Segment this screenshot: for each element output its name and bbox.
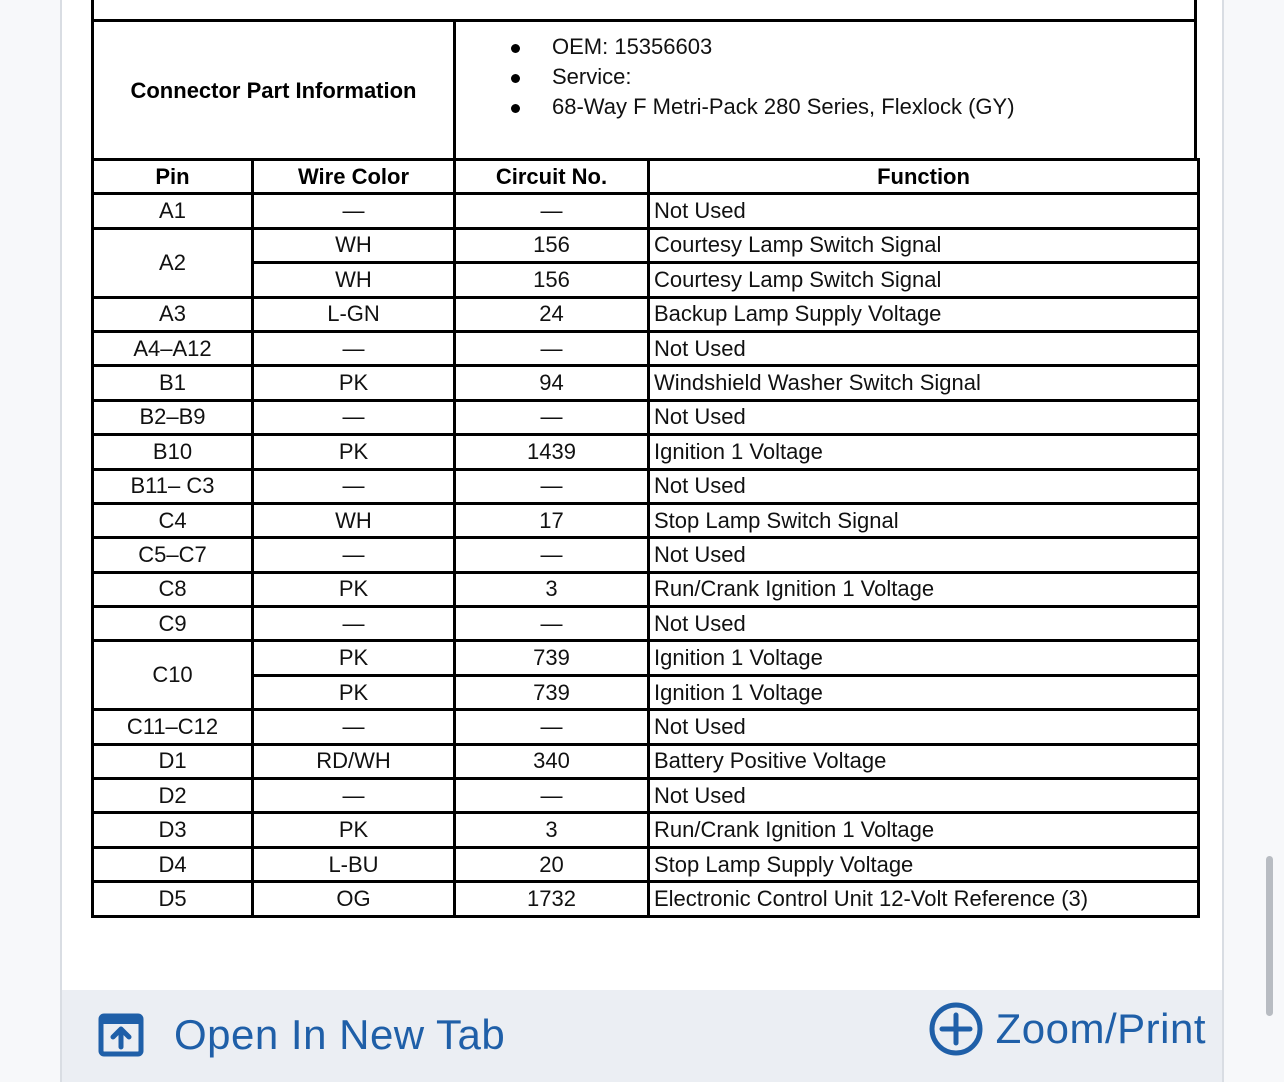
- circuit-cell: 340: [455, 744, 649, 778]
- function-cell: Stop Lamp Switch Signal: [649, 503, 1199, 537]
- table-header-row: [93, 160, 1199, 194]
- table-row: [93, 813, 1199, 847]
- service-number: Service:: [508, 62, 1194, 92]
- function-cell: Not Used: [649, 400, 1199, 434]
- wire-color-cell: PK: [253, 675, 455, 709]
- pin-cell: B10: [93, 435, 253, 469]
- wire-color-cell: —: [253, 331, 455, 365]
- pin-cell: C8: [93, 572, 253, 606]
- open-in-new-tab-label: Open In New Tab: [174, 1011, 506, 1058]
- connector-document: [91, 0, 1197, 980]
- scrollbar-thumb[interactable]: [1266, 856, 1273, 1016]
- pin-cell: D2: [93, 779, 253, 813]
- pin-cell: C9: [93, 607, 253, 641]
- document-frame: [60, 0, 1224, 1082]
- wire-color-cell: WH: [253, 503, 455, 537]
- table-row: [93, 847, 1199, 881]
- connector-info-label: Connector Part Information: [94, 22, 456, 159]
- circuit-cell: 739: [455, 641, 649, 675]
- wire-color-cell: PK: [253, 366, 455, 400]
- pin-cell: D1: [93, 744, 253, 778]
- table-row: [93, 469, 1199, 503]
- header-circuit-no: Circuit No.: [455, 160, 649, 194]
- connector-info-list: [456, 22, 1194, 159]
- open-in-new-tab-icon: [98, 1013, 144, 1057]
- table-row: [93, 710, 1199, 744]
- circuit-cell: 94: [455, 366, 649, 400]
- circuit-cell: —: [455, 779, 649, 813]
- wire-color-cell: —: [253, 779, 455, 813]
- open-in-new-tab-button[interactable]: [98, 1000, 505, 1070]
- function-cell: Not Used: [649, 331, 1199, 365]
- function-cell: Not Used: [649, 607, 1199, 641]
- wire-color-cell: PK: [253, 572, 455, 606]
- table-row: [93, 607, 1199, 641]
- plus-circle-icon: [928, 1001, 984, 1057]
- wire-color-cell: WH: [253, 263, 455, 297]
- table-row: [93, 400, 1199, 434]
- circuit-cell: 1732: [455, 882, 649, 916]
- pinout-rows: [93, 194, 1199, 916]
- function-cell: Ignition 1 Voltage: [649, 435, 1199, 469]
- pin-cell: B11– C3: [93, 469, 253, 503]
- header-function: Function: [649, 160, 1199, 194]
- wire-color-cell: —: [253, 469, 455, 503]
- wire-color-cell: WH: [253, 228, 455, 262]
- wire-color-cell: L-GN: [253, 297, 455, 331]
- function-cell: Not Used: [649, 779, 1199, 813]
- function-cell: Run/Crank Ignition 1 Voltage: [649, 813, 1199, 847]
- circuit-cell: 156: [455, 263, 649, 297]
- table-row: [93, 882, 1199, 916]
- table-row: [93, 675, 1199, 709]
- function-cell: Not Used: [649, 710, 1199, 744]
- pin-cell: C5–C7: [93, 538, 253, 572]
- function-cell: Battery Positive Voltage: [649, 744, 1199, 778]
- wire-color-cell: —: [253, 607, 455, 641]
- previous-table-edge: [91, 0, 1197, 22]
- function-cell: Not Used: [649, 469, 1199, 503]
- pin-cell: A2: [93, 228, 253, 297]
- connector-part-info: [91, 22, 1197, 159]
- connector-description: 68-Way F Metri-Pack 280 Series, Flexlock (GY): [508, 92, 1194, 122]
- pin-cell: C10: [93, 641, 253, 710]
- circuit-cell: —: [455, 710, 649, 744]
- circuit-cell: 3: [455, 572, 649, 606]
- table-row: [93, 744, 1199, 778]
- oem-number: OEM: 15356603: [508, 32, 1194, 62]
- pin-cell: C11–C12: [93, 710, 253, 744]
- wire-color-cell: —: [253, 538, 455, 572]
- zoom-print-button[interactable]: [928, 994, 1206, 1064]
- circuit-cell: 156: [455, 228, 649, 262]
- wire-color-cell: PK: [253, 435, 455, 469]
- wire-color-cell: —: [253, 710, 455, 744]
- function-cell: Backup Lamp Supply Voltage: [649, 297, 1199, 331]
- pin-cell: D5: [93, 882, 253, 916]
- table-row: [93, 538, 1199, 572]
- table-row: [93, 194, 1199, 228]
- pin-cell: A4–A12: [93, 331, 253, 365]
- pinout-table: [91, 158, 1200, 918]
- table-row: [93, 331, 1199, 365]
- circuit-cell: 24: [455, 297, 649, 331]
- pin-cell: A3: [93, 297, 253, 331]
- header-wire-color: Wire Color: [253, 160, 455, 194]
- circuit-cell: —: [455, 331, 649, 365]
- pin-cell: B1: [93, 366, 253, 400]
- function-cell: Run/Crank Ignition 1 Voltage: [649, 572, 1199, 606]
- circuit-cell: —: [455, 538, 649, 572]
- wire-color-cell: —: [253, 400, 455, 434]
- pin-cell: B2–B9: [93, 400, 253, 434]
- function-cell: Courtesy Lamp Switch Signal: [649, 263, 1199, 297]
- pin-cell: A1: [93, 194, 253, 228]
- circuit-cell: 3: [455, 813, 649, 847]
- function-cell: Ignition 1 Voltage: [649, 675, 1199, 709]
- function-cell: Ignition 1 Voltage: [649, 641, 1199, 675]
- function-cell: Stop Lamp Supply Voltage: [649, 847, 1199, 881]
- function-cell: Not Used: [649, 538, 1199, 572]
- table-row: [93, 263, 1199, 297]
- header-pin: Pin: [93, 160, 253, 194]
- circuit-cell: —: [455, 607, 649, 641]
- table-row: [93, 503, 1199, 537]
- wire-color-cell: L-BU: [253, 847, 455, 881]
- table-row: [93, 228, 1199, 262]
- table-row: [93, 435, 1199, 469]
- table-row: [93, 641, 1199, 675]
- wire-color-cell: PK: [253, 641, 455, 675]
- table-row: [93, 297, 1199, 331]
- circuit-cell: —: [455, 400, 649, 434]
- circuit-cell: 1439: [455, 435, 649, 469]
- wire-color-cell: RD/WH: [253, 744, 455, 778]
- wire-color-cell: OG: [253, 882, 455, 916]
- circuit-cell: 20: [455, 847, 649, 881]
- function-cell: Windshield Washer Switch Signal: [649, 366, 1199, 400]
- circuit-cell: 17: [455, 503, 649, 537]
- circuit-cell: 739: [455, 675, 649, 709]
- pin-cell: C4: [93, 503, 253, 537]
- wire-color-cell: —: [253, 194, 455, 228]
- wire-color-cell: PK: [253, 813, 455, 847]
- zoom-print-label: Zoom/Print: [995, 1005, 1206, 1052]
- function-cell: Courtesy Lamp Switch Signal: [649, 228, 1199, 262]
- pin-cell: D3: [93, 813, 253, 847]
- circuit-cell: —: [455, 194, 649, 228]
- table-row: [93, 366, 1199, 400]
- action-bar: [62, 990, 1222, 1082]
- function-cell: Not Used: [649, 194, 1199, 228]
- table-row: [93, 572, 1199, 606]
- function-cell: Electronic Control Unit 12-Volt Reference (3): [649, 882, 1199, 916]
- circuit-cell: —: [455, 469, 649, 503]
- pin-cell: D4: [93, 847, 253, 881]
- table-row: [93, 779, 1199, 813]
